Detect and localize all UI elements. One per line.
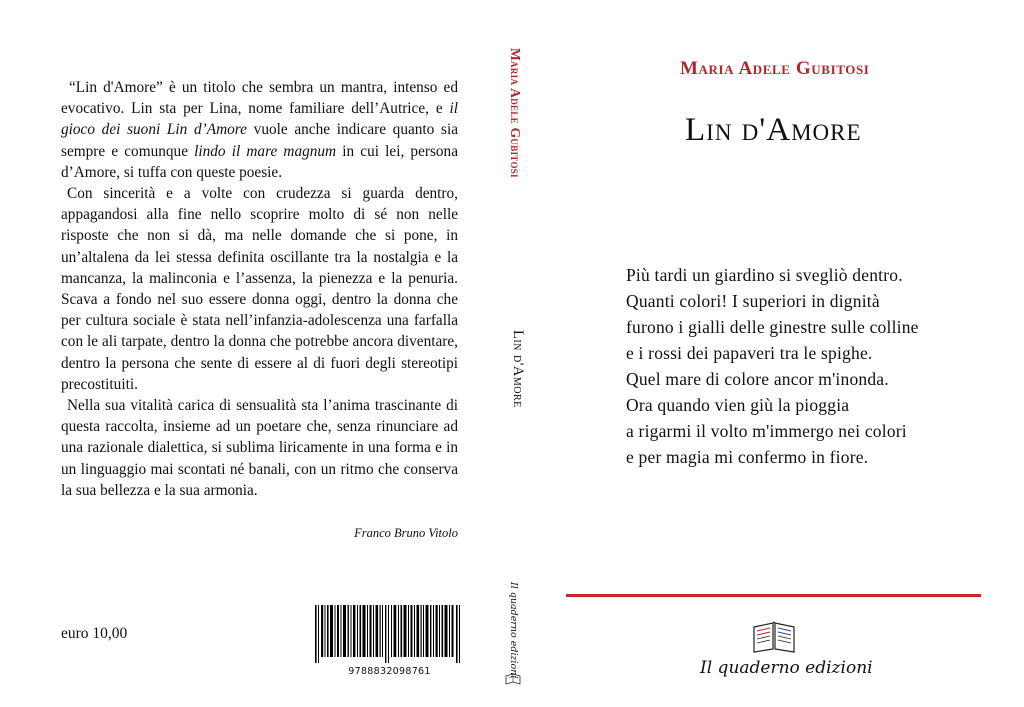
poem-line: furono i gialli delle ginestre sulle colline bbox=[626, 317, 919, 337]
cover-poem bbox=[626, 262, 919, 470]
price-label: euro 10,00 bbox=[61, 625, 128, 642]
poem-line: Quel mare di colore ancor m'inonda. bbox=[626, 369, 889, 389]
barcode-icon bbox=[311, 605, 468, 663]
spine-author: Maria Adele Gubitosi bbox=[508, 48, 523, 178]
blurb-paragraph-3: Nella sua vitalità carica di sensualità sta l’anima trascinante di questa raccolta, insieme ad un poetare che, senza rinunciare ad una razionale dialettica, si sublima liricamente in una forma e in un linguaggio mai scontati né banali, con un ritmo che conserva la sua bellezza e la sua armonia. bbox=[61, 397, 458, 499]
back-cover-blurb bbox=[61, 77, 458, 544]
spine-publisher: Il quaderno edizioni bbox=[508, 582, 519, 679]
cover-title: Lin d'Amore bbox=[685, 112, 862, 148]
poem-line: e i rossi dei papaveri tra le spighe. bbox=[626, 343, 873, 363]
poem-line: Ora quando vien giù la pioggia bbox=[626, 395, 850, 415]
blurb-signature: Franco Bruno Vitolo bbox=[354, 526, 458, 541]
cover-publisher: Il quaderno edizioni bbox=[700, 658, 873, 678]
blurb-text: in cui lei, persona d’Amore, si tuffa con queste poesie. bbox=[61, 142, 458, 181]
blurb-emphasis: lindo il mare magnum bbox=[194, 142, 337, 160]
blurb-emphasis: il gioco dei suoni Lin d’Amore bbox=[61, 100, 458, 139]
blurb-paragraph-2: Con sincerità e a volte con crudezza si guarda dentro, appagandosi alla fine nello scoprire molto di sé non nelle risposte che non si dà, ma nelle domande che si pone, in un’altalena da lei stessa definita oscillante tra la nostalgia e la mancanza, la malinconia e l’assenza, la pienezza e la penuria. Scava a fondo nel suo essere donna oggi, dentro la donna che per cultura sociale è stata nell’infanzia-adolescenza una farfalla con le ali tarpate, dentro la donna che potrebbe ancora diventare, dentro la persona che sente di essere al di fuori degli stereotipi precostituiti. bbox=[61, 185, 458, 393]
poem-line: e per magia mi confermo in fiore. bbox=[626, 447, 869, 467]
cover-divider bbox=[566, 594, 981, 597]
isbn-barcode bbox=[311, 605, 468, 677]
open-book-icon bbox=[752, 619, 796, 653]
isbn-number: 9788832098761 bbox=[348, 666, 431, 677]
spine-title: Lin d'Amore bbox=[510, 330, 526, 408]
poem-line: Più tardi un giardino si svegliò dentro. bbox=[626, 265, 903, 285]
blurb-text: vuole anche indicare quanto sia sempre e comunque bbox=[61, 121, 459, 160]
blurb-paragraph-1 bbox=[61, 77, 458, 183]
cover-author: Maria Adele Gubitosi bbox=[680, 58, 870, 79]
poem-line: Quanti colori! I superiori in dignità bbox=[626, 291, 880, 311]
blurb-text: “Lin d'Amore” è un titolo che sembra un mantra, intenso ed evocativo. Lin sta per Lina, nome familiare dell’Autrice, e bbox=[61, 79, 458, 118]
poem-line: a rigarmi il volto m'immergo nei colori bbox=[626, 421, 907, 441]
